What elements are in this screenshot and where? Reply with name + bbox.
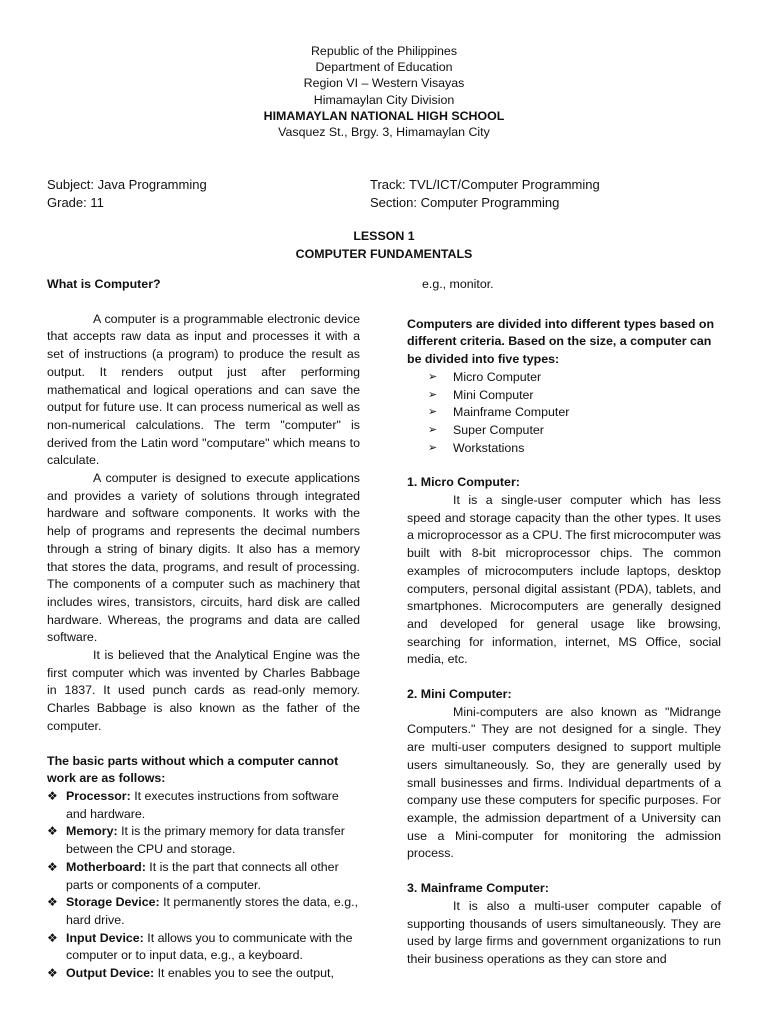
diamond-bullet-icon: ❖ [47,966,58,981]
lesson-title-block [0,228,768,263]
track-label: Track: TVL/ICT/Computer Programming [370,177,600,192]
header-line-republic: Republic of the Philippines [310,44,458,58]
mini-computer-text: Mini-computers are also known as "Midrange Computers." They are not designed for a single. They are multi-user computers designed to support multiple users simultaneously. So, they are generally used by small businesses and firms. Individual departments of a company use these computers for specific purposes. For example, the admission department of a University can use a Mini-computer for monitoring the admission process. [407,704,721,861]
diamond-bullet-icon: ❖ [47,895,58,910]
list-item: ➢ Micro Computer [428,369,721,387]
diamond-bullet-icon: ❖ [47,930,58,945]
left-column [47,276,360,983]
micro-computer-text: It is a single-user computer which has less speed and storage capacity than the other types. It uses a microprocessor as a CPU. The first microcomputer was built with 8-bit microprocessor chips. The common examples of microcomputers include laptops, desktop computers, personal digital assistant (PDA), tablets, and smartphones. Microcomputers are generally designed and developed for general usage like browsing, searching for information, internet, MS Office, social media, etc. [407,493,721,667]
arrow-bullet-icon: ➢ [428,406,438,419]
computer-types-list [407,369,721,458]
paragraph-design: A computer is designed to execute applications and provides a variety of solutions through integrated hardware and software components. It works with the help of programs and represents the decimal numbers through a string of binary digits. It also has a memory that stores the data, programs, and result of processing. The components of a computer such as machinery that includes wires, transistors, circuits, hard disk are called hardware. Whereas, the programs and data are called software. [47,471,360,645]
header-line-division: Himamaylan City Division [313,92,455,107]
arrow-bullet-icon: ➢ [428,441,438,454]
list-item: ❖ Memory: It is the primary memory for data transfer between the CPU and storage. [47,824,345,857]
mainframe-computer-text: It is also a multi-user computer capable of supporting thousands of users simultaneously. They are used by large firms and government organizations to run their business operations as they can store and [407,898,721,966]
lesson-number: LESSON 1 [353,229,415,243]
diamond-bullet-icon: ❖ [47,824,58,839]
mainframe-computer-heading: 3. Mainframe Computer: [407,881,549,896]
list-item: ❖ Processor: It executes instructions from software and hardware. [47,788,339,821]
basic-parts-heading: The basic parts without which a computer cannot work are as follows: [47,753,339,786]
list-item: ❖ Motherboard: It is the part that connects all other parts or components of a computer. [47,859,339,892]
basic-parts-list [47,788,360,983]
list-item: ➢ Super Computer [428,422,721,440]
section-label: Section: Computer Programming [370,195,560,210]
diamond-bullet-icon: ❖ [47,788,58,803]
grade-label: Grade: 11 [47,195,104,210]
paragraph-definition: A computer is a programmable electronic device that accepts raw data as input and processes it with a set of instructions (a program) to produce the result as output. It renders output just after performing mathematical and logical operations and can save the output for future use. It can process numerical as well as non-numerical calculations. The term "computer" is derived from the Latin word "computare" which means to calculate. [47,311,360,468]
header-line-deped: Department of Education [315,60,453,75]
school-address: Vasquez St., Brgy. 3, Himamaylan City [278,125,490,140]
list-item: ➢ Mini Computer [428,387,721,405]
mini-computer-heading: 2. Mini Computer: [407,687,512,702]
micro-computer-heading: 1. Micro Computer: [407,475,520,490]
document-header [0,43,768,140]
diamond-bullet-icon: ❖ [47,859,58,874]
list-item: ❖ Output Device: It enables you to see the output, [47,965,360,983]
arrow-bullet-icon: ➢ [428,370,438,383]
output-device-continuation: e.g., monitor. [422,277,494,291]
list-item: ➢ Workstations [428,440,721,458]
paragraph-history: It is believed that the Analytical Engine was the first computer which was invented by Charles Babbage in 1837. It used punch cards as read-only memory. Charles Babbage is also known as the father of the computer. [47,648,360,733]
subject-label: Subject: Java Programming [47,177,207,192]
what-is-computer-heading: What is Computer? [47,277,161,291]
list-item: ➢ Mainframe Computer [428,404,721,422]
computer-types-heading: Computers are divided into different types based on different criteria. Based on the size, a computer can be divided into five types: [407,316,715,367]
list-item: ❖ Input Device: It allows you to communicate with the computer or to input data, e.g., a keyboard. [47,930,353,963]
lesson-title: COMPUTER FUNDAMENTALS [295,246,473,261]
list-item: ❖ Storage Device: It permanently stores the data, e.g., hard drive. [47,895,359,927]
header-line-region: Region VI – Western Visayas [303,76,465,91]
right-column [407,276,721,969]
arrow-bullet-icon: ➢ [428,388,438,401]
school-name: HIMAMAYLAN NATIONAL HIGH SCHOOL [263,108,505,123]
arrow-bullet-icon: ➢ [428,423,438,436]
